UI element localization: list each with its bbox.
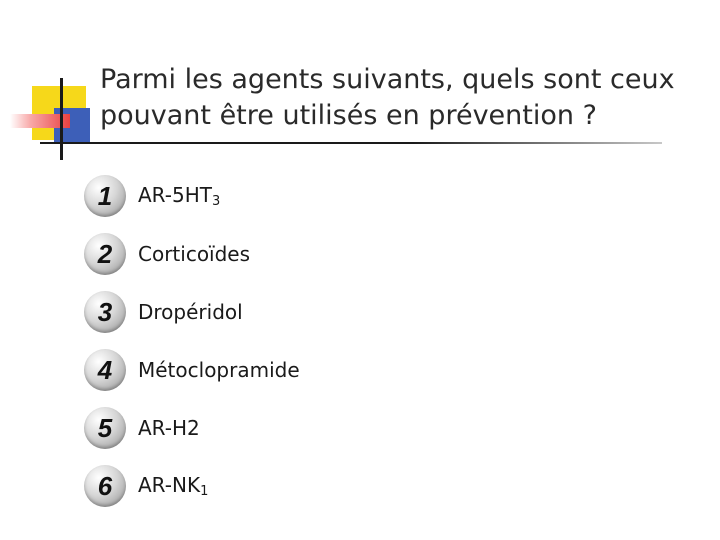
- list-item: [84, 457, 300, 515]
- title-underline: [40, 142, 662, 144]
- option-label: [138, 473, 208, 499]
- option-subscript: 3: [211, 194, 221, 209]
- list-item: [84, 341, 300, 399]
- option-label: [138, 300, 243, 324]
- option-number: 4: [97, 354, 113, 385]
- number-badge-icon: [84, 465, 126, 507]
- title-line-1: Parmi les agents suivants, quels sont ceux: [100, 64, 675, 95]
- number-badge-icon: [84, 233, 126, 275]
- option-text: Dropéridol: [138, 300, 243, 324]
- list-item: [84, 399, 300, 457]
- slide-title: [100, 62, 710, 134]
- number-badge-icon: [84, 175, 126, 217]
- option-text: Métoclopramide: [138, 358, 300, 382]
- option-text: AR-5HT: [138, 183, 212, 207]
- option-number: 2: [97, 238, 113, 269]
- option-label: [138, 183, 220, 209]
- option-text: Corticoïdes: [138, 242, 251, 266]
- option-text: AR-H2: [138, 416, 200, 440]
- list-item: [84, 167, 300, 225]
- option-number: 6: [97, 470, 113, 501]
- option-text: AR-NK: [138, 473, 201, 497]
- corner-decoration: [0, 0, 110, 170]
- number-badge-icon: [84, 291, 126, 333]
- option-number: 3: [97, 296, 113, 327]
- title-line-2: pouvant être utilisés en prévention ?: [100, 100, 597, 131]
- option-number: 1: [97, 180, 113, 211]
- option-subscript: 1: [200, 484, 209, 499]
- option-label: [138, 358, 300, 382]
- list-item: [84, 225, 300, 283]
- option-label: [138, 242, 250, 266]
- option-number: 5: [97, 412, 113, 443]
- number-badge-icon: [84, 349, 126, 391]
- number-badge-icon: [84, 407, 126, 449]
- option-label: [138, 416, 200, 440]
- list-item: [84, 283, 300, 341]
- option-list: [84, 167, 300, 515]
- deco-vertical-line: [60, 78, 63, 160]
